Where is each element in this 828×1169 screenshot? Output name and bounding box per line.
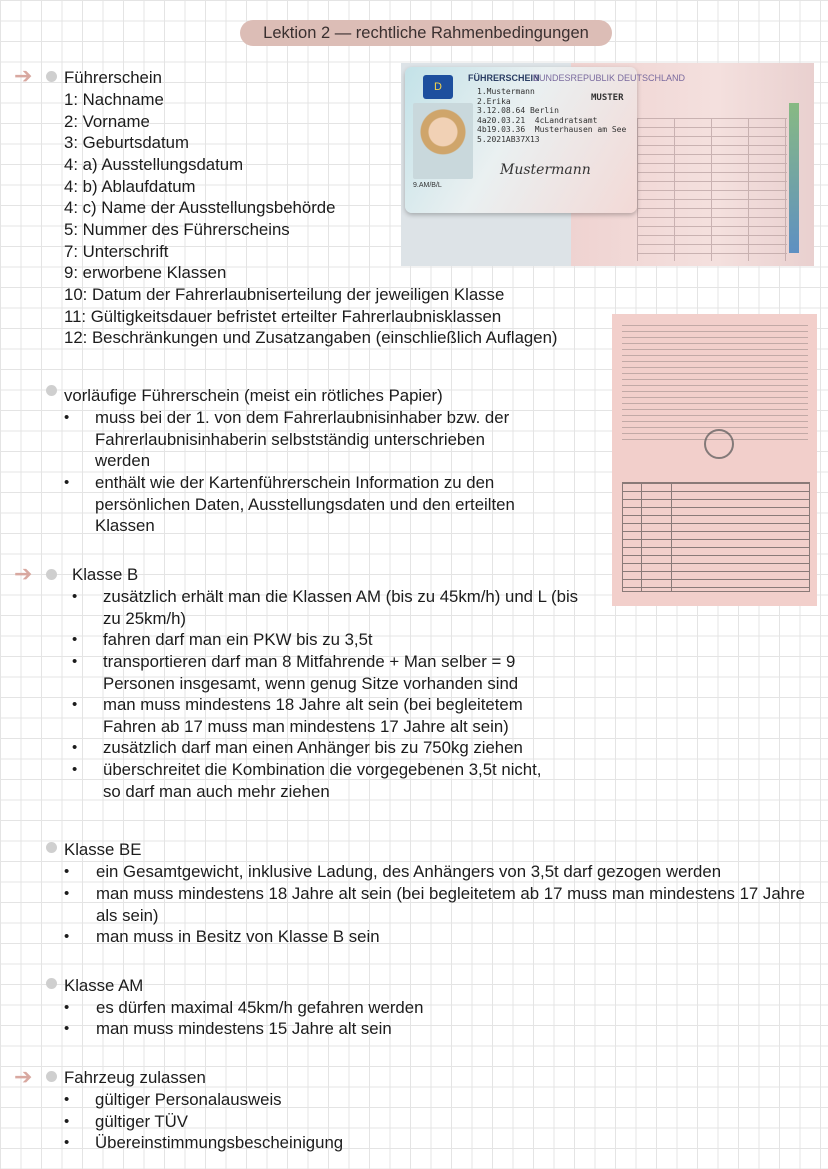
bullet-text: man muss mindestens 18 Jahre alt sein (bei begleitetem Fahren ab 17 muss man mindestens 17 Jahre alt sein) bbox=[103, 695, 523, 736]
eu-flag-icon bbox=[423, 75, 453, 99]
bullet-icon: • bbox=[64, 885, 70, 902]
section-heading-fahrzeug-zulassen: Fahrzeug zulassen bbox=[64, 1068, 206, 1087]
bullet-icon: • bbox=[64, 1091, 70, 1108]
bullet-icon: • bbox=[72, 739, 78, 756]
bullet-text: gültiger Personalausweis bbox=[95, 1090, 282, 1109]
field-line: 10: Datum der Fahrerlaubniserteilung der jeweiligen Klasse bbox=[64, 285, 505, 304]
section-heading-fuehrerschein: Führerschein bbox=[64, 68, 162, 87]
field-line: 7: Unterschrift bbox=[64, 242, 169, 261]
section-heading-klasse-b: Klasse B bbox=[72, 565, 139, 584]
bullet-dot-icon bbox=[46, 385, 57, 396]
card-signature: Mustermann bbox=[500, 162, 591, 178]
bullet-icon: • bbox=[64, 409, 70, 426]
bullet-text: zusätzlich erhält man die Klassen AM (bis zu 45km/h) und L (bis zu 25km/h) bbox=[103, 587, 579, 628]
field-line: 4: c) Name der Ausstellungsbehörde bbox=[64, 198, 336, 217]
bullet-dot-icon bbox=[46, 71, 57, 82]
bullet-text: fahren darf man ein PKW bis zu 3,5t bbox=[103, 630, 373, 649]
bullet-dot-icon bbox=[46, 1071, 57, 1082]
country-code: D bbox=[434, 81, 442, 93]
bullet-icon: • bbox=[64, 474, 70, 491]
bullet-icon: • bbox=[72, 761, 78, 778]
security-strip bbox=[789, 103, 799, 253]
bullet-text: Übereinstimmungsbescheinigung bbox=[95, 1133, 344, 1152]
arrow-right-icon: ➔ bbox=[14, 63, 33, 88]
bullet-text: man muss in Besitz von Klasse B sein bbox=[96, 927, 380, 946]
bullet-text: enthält wie der Kartenführerschein Information zu den persönlichen Daten, Ausstellungsdaten und den erteilten Klassen bbox=[95, 473, 515, 536]
field-line: 11: Gültigkeitsdauer befristet erteilter Fahrerlaubnisklassen bbox=[64, 307, 502, 326]
bullet-text: man muss mindestens 18 Jahre alt sein (bei begleitetem ab 17 muss man mindestens 17 Jahre als sein) bbox=[96, 884, 805, 925]
field-line: 5: Nummer des Führerscheins bbox=[64, 220, 290, 239]
card-muster: MUSTER bbox=[591, 93, 624, 103]
bullet-icon: • bbox=[64, 863, 70, 880]
card-header: FÜHRERSCHEIN bbox=[468, 73, 540, 83]
bullet-icon: • bbox=[72, 588, 78, 605]
card-classes: 9.AM/B/L bbox=[413, 182, 442, 189]
bullet-text: ein Gesamtgewicht, inklusive Ladung, des Anhängers von 3,5t darf gezogen werden bbox=[96, 862, 722, 881]
bullet-text: transportieren darf man 8 Mitfahrende + Man selber = 9 Personen insgesamt, wenn genug Sitze vorhanden sind bbox=[103, 652, 519, 693]
bullet-icon: • bbox=[64, 1020, 70, 1037]
card-header-country: BUNDESREPUBLIK DEUTSCHLAND bbox=[533, 73, 686, 83]
card-fields: 1.Mustermann 2.Erika 3.12.08.64 Berlin 4a20.03.21 4cLandratsamt 4b19.03.36 Musterhausen am See 5.2021AB37X13 bbox=[477, 87, 627, 144]
bullet-dot-icon bbox=[46, 569, 57, 580]
bullet-text: muss bei der 1. von dem Fahrerlaubnisinhaber bzw. der Fahrerlaubnisinhaberin selbstständig unterschrieben werden bbox=[95, 408, 510, 471]
bullet-text: zusätzlich darf man einen Anhänger bis zu 750kg ziehen bbox=[103, 738, 523, 757]
field-line: 4: a) Ausstellungsdatum bbox=[64, 155, 244, 174]
field-line: 3: Geburtsdatum bbox=[64, 133, 189, 152]
class-grid bbox=[637, 118, 787, 261]
license-card-image bbox=[401, 63, 814, 266]
bullet-text: man muss mindestens 15 Jahre alt sein bbox=[96, 1019, 392, 1038]
bullet-dot-icon bbox=[46, 978, 57, 989]
field-line: 4: b) Ablaufdatum bbox=[64, 177, 196, 196]
bullet-icon: • bbox=[64, 999, 70, 1016]
section-heading-vorlaeufig: vorläufige Führerschein (meist ein rötliches Papier) bbox=[64, 386, 443, 405]
field-line: 9: erworbene Klassen bbox=[64, 263, 227, 282]
license-card-front bbox=[405, 67, 686, 213]
page-title: Lektion 2 — rechtliche Rahmenbedingungen bbox=[240, 20, 612, 46]
field-line: 2: Vorname bbox=[64, 112, 150, 131]
arrow-right-icon: ➔ bbox=[14, 1064, 33, 1089]
section-heading-klasse-be: Klasse BE bbox=[64, 840, 142, 859]
bullet-icon: • bbox=[64, 1113, 70, 1130]
bullet-icon: • bbox=[64, 1134, 70, 1151]
bullet-icon: • bbox=[72, 653, 78, 670]
portrait-photo bbox=[413, 103, 473, 179]
field-line: 1: Nachname bbox=[64, 90, 164, 109]
bullet-text: gültiger TÜV bbox=[95, 1112, 188, 1131]
bullet-text: überschreitet die Kombination die vorgegebenen 3,5t nicht, so darf man auch mehr ziehen bbox=[103, 760, 542, 801]
bullet-dot-icon bbox=[46, 842, 57, 853]
seal-icon bbox=[704, 429, 734, 459]
arrow-right-icon: ➔ bbox=[14, 561, 33, 586]
paper-text-lines bbox=[622, 322, 808, 442]
field-line: 12: Beschränkungen und Zusatzangaben (einschließlich Auflagen) bbox=[64, 328, 558, 347]
bullet-icon: • bbox=[64, 928, 70, 945]
bullet-text: es dürfen maximal 45km/h gefahren werden bbox=[96, 998, 424, 1017]
paper-class-table bbox=[622, 482, 810, 592]
section-heading-klasse-am: Klasse AM bbox=[64, 976, 144, 995]
bullet-icon: • bbox=[72, 631, 78, 648]
bullet-icon: • bbox=[72, 696, 78, 713]
temporary-license-image bbox=[612, 314, 817, 606]
